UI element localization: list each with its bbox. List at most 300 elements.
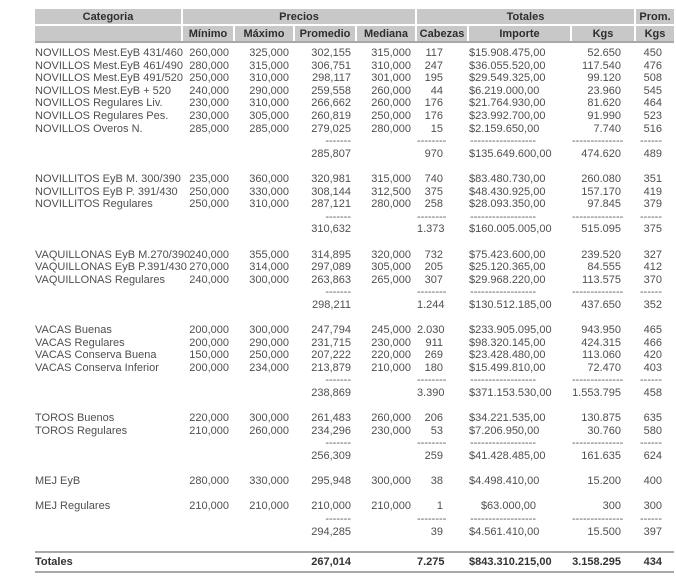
- cell-promedio: 247,794: [311, 324, 351, 337]
- cell-minimo: [183, 387, 233, 400]
- table-row: [35, 362, 674, 375]
- cell-kgs: 117.540: [582, 59, 621, 72]
- cell-promedio: 207,222: [311, 349, 351, 362]
- cell-kgs: --------------: [572, 437, 624, 450]
- cell-cabezas: 53: [430, 424, 443, 437]
- cell-cabezas: 117: [425, 47, 443, 59]
- cell-kgs: 1.553.795: [572, 387, 621, 400]
- dashes-row: [35, 513, 674, 526]
- cell-importe: $4.498.410,00: [469, 475, 540, 488]
- spacer-row: [35, 538, 674, 551]
- cell-mediana: 245,000: [371, 324, 411, 337]
- cell-mediana: 265,000: [371, 273, 411, 286]
- cell-categoria: VAQUILLONAS EyB M.270/390: [35, 248, 191, 261]
- cell-minimo: [183, 374, 233, 387]
- header-maximo: Máximo: [235, 26, 293, 41]
- cell-importe: $233.905.095,00: [469, 324, 552, 337]
- cell-importe: ------------------: [470, 437, 536, 450]
- cell-maximo: 330,000: [249, 475, 289, 488]
- cell-kgs: 81.620: [587, 97, 621, 110]
- table-row: [35, 425, 674, 438]
- cell-maximo: 300,000: [249, 324, 289, 337]
- header-kgs: Kgs: [572, 26, 634, 41]
- cell-importe: $29.549.325,00: [469, 72, 546, 85]
- header-prom-kgs: Kgs: [636, 26, 674, 41]
- header-precios: Precios: [183, 9, 415, 26]
- cell-kgs: 943.950: [581, 324, 621, 337]
- cell-categoria: [35, 211, 181, 224]
- cell-kgs: 84.555: [587, 261, 621, 274]
- cell-kgs: 72.470: [587, 361, 621, 374]
- table-row: [35, 274, 674, 287]
- cell-kgs: 161.635: [581, 450, 621, 462]
- cell-mediana: 315,000: [371, 47, 411, 59]
- cell-mediana: 260,000: [371, 412, 411, 425]
- cell-promedio: 261,483: [311, 412, 351, 425]
- cell-importe: $371.153.530,00: [469, 387, 552, 400]
- table-row: [35, 249, 674, 262]
- cell-promkgs: 403: [643, 361, 662, 374]
- cell-importe: $15.499.810,00: [469, 361, 546, 374]
- cell-minimo: 240,000: [189, 273, 229, 286]
- header-mediana: Mediana: [357, 26, 415, 41]
- cell-mediana: 280,000: [371, 122, 411, 135]
- cell-maximo: [235, 513, 293, 526]
- spacer: [35, 463, 674, 476]
- cell-categoria: [35, 387, 181, 400]
- cell-minimo: 250,000: [189, 185, 229, 198]
- cell-promedio: 310,632: [311, 223, 351, 236]
- cell-promkgs: 375: [643, 223, 662, 236]
- cell-kgs: 15.200: [587, 475, 621, 488]
- cell-kgs: --------------: [572, 286, 624, 299]
- cell-kgs: 7.740: [593, 122, 621, 135]
- cell-promkgs: 458: [643, 387, 662, 400]
- cell-maximo: [235, 211, 293, 224]
- subtotal-row: [35, 450, 674, 463]
- cell-minimo: 240,000: [189, 84, 229, 97]
- cell-promedio: 266,662: [311, 97, 351, 110]
- cell-promkgs: 300: [643, 500, 662, 513]
- dashes-row: [35, 211, 674, 224]
- subtotal-row: [35, 148, 674, 161]
- cell-maximo: 290,000: [249, 336, 289, 349]
- cell-mediana: 300,000: [371, 475, 411, 488]
- table-row: [35, 412, 674, 425]
- cell-categoria: VACAS Buenas: [35, 324, 112, 337]
- cell-maximo: 360,000: [249, 172, 289, 185]
- cell-promkgs: 508: [643, 72, 662, 85]
- cell-categoria: NOVILLOS Regulares Liv.: [35, 97, 163, 110]
- cell-categoria: [35, 148, 181, 161]
- cell-kgs: --------------: [572, 512, 624, 525]
- cell-kgs: 97.845: [587, 198, 621, 211]
- table-row: [35, 337, 674, 350]
- cell-importe: $15.908.475,00: [469, 47, 546, 59]
- cell-categoria: MEJ Regulares: [35, 500, 111, 513]
- spacer: [35, 311, 674, 324]
- cell-kgs: 130.875: [581, 412, 621, 425]
- cell-categoria: VAQUILLONAS Regulares: [35, 273, 166, 286]
- cell-importe: $2.159.650,00: [469, 122, 540, 135]
- cell-importe: $160.005.005,00: [469, 223, 552, 236]
- cell-cabezas: 911: [425, 336, 443, 349]
- cell-promedio: 320,981: [311, 172, 351, 185]
- cell-cabezas: 176: [424, 97, 443, 110]
- cell-importe: ------------------: [470, 286, 536, 299]
- cell-minimo: [183, 526, 233, 539]
- cell-maximo: [235, 387, 293, 400]
- cell-cabezas: --------: [417, 286, 447, 299]
- cell-mediana: 260,000: [371, 97, 411, 110]
- cell-maximo: 310,000: [249, 198, 289, 211]
- cell-importe: $6.219.000,00: [469, 84, 540, 97]
- cell-promkgs: 465: [643, 324, 662, 337]
- cell-promkgs: ------: [640, 135, 662, 148]
- cell-categoria: [35, 299, 181, 312]
- totals-section: [35, 551, 674, 573]
- table-row: [35, 349, 674, 362]
- cell-maximo: 310,000: [249, 97, 289, 110]
- cell-categoria: NOVILLITOS EyB M. 300/390: [35, 172, 181, 185]
- cell-mediana: 230,000: [371, 424, 411, 437]
- cell-mediana: [357, 374, 415, 387]
- cell-minimo: 285,000: [189, 122, 229, 135]
- cell-promedio: 263,863: [311, 273, 351, 286]
- cell-cabezas: 39: [430, 525, 443, 538]
- cell-maximo: [235, 526, 293, 539]
- table-row: [35, 72, 674, 85]
- cell-minimo: [183, 513, 233, 526]
- cell-promkgs: ------: [640, 286, 662, 299]
- cell-maximo: 300,000: [249, 412, 289, 425]
- cell-kgs: 15.500: [587, 525, 621, 538]
- cell-cabezas: 269: [424, 349, 443, 362]
- cell-promkgs: 327: [643, 248, 662, 261]
- cell-promedio: 267,014: [311, 555, 351, 568]
- cell-kgs: 300: [602, 500, 621, 513]
- cell-importe: $130.512.185,00: [469, 298, 552, 311]
- cell-promkgs: 464: [643, 97, 662, 110]
- cell-kgs: 437.650: [581, 298, 621, 311]
- cell-maximo: [235, 374, 293, 387]
- cell-importe: $41.428.485,00: [469, 450, 546, 462]
- cell-minimo: [183, 437, 233, 450]
- cell-maximo: 310,000: [249, 72, 289, 85]
- cell-mediana: [357, 553, 415, 571]
- cell-cabezas: 176: [424, 109, 443, 122]
- cell-importe: $75.423.600,00: [469, 248, 546, 261]
- spacer: [35, 538, 674, 551]
- cell-mediana: 305,000: [371, 261, 411, 274]
- cell-cabezas: 15: [430, 122, 443, 135]
- cell-kgs: 99.120: [587, 72, 621, 85]
- cell-maximo: 210,000: [249, 500, 289, 513]
- table-row: [35, 85, 674, 98]
- cell-maximo: 260,000: [249, 424, 289, 437]
- cell-minimo: 240,000: [189, 248, 229, 261]
- cell-cabezas: 732: [424, 248, 443, 261]
- cell-maximo: 330,000: [249, 185, 289, 198]
- cell-mediana: [357, 135, 415, 148]
- table-row: [35, 186, 674, 199]
- cell-promedio: 298,117: [312, 72, 351, 85]
- cell-kgs: 515.095: [581, 223, 621, 236]
- cell-importe: ------------------: [470, 210, 536, 223]
- cell-promedio: 259,558: [311, 84, 351, 97]
- dashes-row: [35, 437, 674, 450]
- cell-minimo: [183, 223, 233, 236]
- cell-maximo: 300,000: [249, 273, 289, 286]
- cell-categoria: [35, 450, 181, 463]
- cell-kgs: 260.080: [581, 172, 621, 185]
- spacer-row: [35, 463, 674, 476]
- cell-categoria: VAQUILLONAS EyB P.391/430: [35, 261, 187, 274]
- cell-cabezas: 3.390: [417, 387, 445, 400]
- cell-kgs: 239.520: [581, 248, 621, 261]
- cell-categoria: [35, 513, 181, 526]
- cell-promedio: -------: [325, 437, 351, 450]
- cell-promedio: -------: [325, 135, 351, 148]
- cell-cabezas: 1.373: [417, 223, 445, 236]
- table-row: [35, 261, 674, 274]
- cell-importe: $135.649.600,00: [469, 147, 552, 160]
- cell-categoria: NOVILLOS Mest.EyB + 520: [35, 84, 172, 97]
- cell-promkgs: 523: [643, 109, 662, 122]
- cell-kgs: --------------: [572, 374, 624, 387]
- cell-minimo: 280,000: [189, 475, 229, 488]
- subtotal-row: [35, 299, 674, 312]
- cell-minimo: 250,000: [189, 72, 229, 85]
- table-row: [35, 198, 674, 211]
- cell-mediana: 320,000: [371, 248, 411, 261]
- cell-importe: $83.480.730,00: [469, 172, 546, 185]
- cell-mediana: [357, 450, 415, 463]
- cell-minimo: 250,000: [189, 198, 229, 211]
- header-column-row: [35, 26, 674, 41]
- cell-kgs: 23.960: [587, 84, 621, 97]
- cell-minimo: 210,000: [189, 424, 229, 437]
- cell-kgs: --------------: [572, 135, 624, 148]
- cell-kgs: 474.620: [581, 147, 621, 160]
- cell-importe: $36.055.520,00: [469, 59, 546, 72]
- cell-cabezas: 2.030: [417, 324, 445, 337]
- cell-categoria: NOVILLITOS EyB P. 391/430: [35, 185, 178, 198]
- cell-categoria: [35, 135, 181, 148]
- subtotal-row: [35, 223, 674, 236]
- cell-cabezas: --------: [417, 135, 447, 148]
- cell-categoria: Totales: [35, 555, 73, 568]
- cell-cabezas: 1: [436, 500, 443, 513]
- cell-promkgs: 489: [643, 147, 662, 160]
- cell-maximo: [235, 148, 293, 161]
- cell-importe: $21.764.930,00: [469, 97, 546, 110]
- cell-categoria: NOVILLOS Mest.EyB 461/490: [35, 59, 183, 72]
- cell-promkgs: 476: [643, 59, 662, 72]
- cell-promedio: 260,819: [311, 109, 351, 122]
- cell-promedio: 294,285: [311, 525, 351, 538]
- cell-categoria: VACAS Conserva Inferior: [35, 361, 159, 374]
- cell-importe: $23.428.480,00: [469, 349, 546, 362]
- cell-promkgs: 352: [643, 298, 662, 311]
- cell-maximo: 234,000: [249, 361, 289, 374]
- cell-categoria: TOROS Regulares: [35, 424, 128, 437]
- cell-mediana: 315,000: [371, 172, 411, 185]
- cell-kgs: 91.990: [587, 109, 621, 122]
- cell-promkgs: 379: [643, 198, 662, 211]
- spacer: [35, 160, 674, 173]
- cell-promkgs: ------: [640, 374, 662, 387]
- dashes-row: [35, 374, 674, 387]
- cell-cabezas: 247: [424, 59, 443, 72]
- cell-minimo: 230,000: [189, 109, 229, 122]
- cell-categoria: [35, 223, 181, 236]
- cell-maximo: [235, 286, 293, 299]
- cell-cabezas: 38: [430, 475, 443, 488]
- cell-mediana: 280,000: [371, 198, 411, 211]
- cell-kgs: 3.158.295: [572, 555, 621, 568]
- cell-cabezas: 7.275: [417, 555, 445, 568]
- cell-cabezas: 206: [424, 412, 443, 425]
- cell-cabezas: 195: [424, 72, 443, 85]
- cell-kgs: 424.315: [581, 336, 621, 349]
- cell-mediana: [357, 387, 415, 400]
- cell-promedio: 238,869: [311, 387, 351, 400]
- header-group-row: [35, 9, 674, 26]
- cell-mediana: [357, 513, 415, 526]
- cell-maximo: [235, 135, 293, 148]
- cell-categoria: VACAS Regulares: [35, 336, 125, 349]
- cell-categoria: NOVILLOS Mest.EyB 431/460: [35, 47, 183, 59]
- spacer-row: [35, 400, 674, 413]
- cell-cabezas: --------: [417, 437, 447, 450]
- cell-kgs: 30.760: [587, 424, 621, 437]
- cell-mediana: 301,000: [371, 72, 411, 85]
- market-report-table: [33, 9, 676, 573]
- cell-kgs: 113.060: [582, 349, 621, 362]
- table-row: [35, 123, 674, 136]
- cell-minimo: 210,000: [189, 500, 229, 513]
- cell-promedio: 302,155: [311, 47, 351, 59]
- cell-promkgs: 635: [643, 412, 662, 425]
- cell-mediana: 250,000: [371, 109, 411, 122]
- cell-promedio: 295,948: [311, 475, 351, 488]
- cell-promkgs: 419: [643, 185, 662, 198]
- cell-cabezas: --------: [417, 210, 447, 223]
- cell-promedio: 279,025: [311, 122, 351, 135]
- cell-minimo: [183, 211, 233, 224]
- cell-categoria: [35, 526, 181, 539]
- header-promedio: Promedio: [295, 26, 355, 41]
- cell-maximo: 355,000: [249, 248, 289, 261]
- cell-promkgs: 516: [643, 122, 662, 135]
- cell-kgs: 52.650: [587, 47, 621, 59]
- dashes-row: [35, 135, 674, 148]
- table-row: [35, 475, 674, 488]
- header-prom: Prom.: [636, 9, 674, 26]
- cell-promedio: 234,296: [311, 424, 351, 437]
- cell-cabezas: 258: [424, 198, 443, 211]
- cell-promkgs: ------: [640, 512, 662, 525]
- cell-categoria: NOVILLOS Mest.EyB 491/520: [35, 72, 183, 85]
- cell-importe: $7.206.950,00: [469, 424, 540, 437]
- cell-promedio: -------: [325, 210, 351, 223]
- cell-minimo: 150,000: [189, 349, 229, 362]
- cell-importe: ------------------: [470, 512, 536, 525]
- cell-mediana: 220,000: [371, 349, 411, 362]
- cell-mediana: 210,000: [371, 500, 411, 513]
- header-minimo: Mínimo: [183, 26, 233, 41]
- cell-importe: ------------------: [470, 374, 536, 387]
- cell-maximo: 314,000: [249, 261, 289, 274]
- cell-promkgs: ------: [640, 437, 662, 450]
- cell-minimo: [183, 286, 233, 299]
- cell-mediana: 210,000: [371, 361, 411, 374]
- cell-importe: $29.968.220,00: [469, 273, 546, 286]
- table-row: [35, 324, 674, 337]
- cell-mediana: [357, 211, 415, 224]
- cell-cabezas: --------: [417, 512, 447, 525]
- cell-mediana: 230,000: [371, 336, 411, 349]
- cell-maximo: 290,000: [249, 84, 289, 97]
- cell-mediana: [357, 437, 415, 450]
- cell-categoria: TOROS Buenos: [35, 412, 115, 425]
- cell-minimo: 230,000: [189, 97, 229, 110]
- cell-mediana: 260,000: [371, 84, 411, 97]
- table-row: [35, 110, 674, 123]
- table-row: [35, 47, 674, 60]
- cell-promedio: 210,000: [311, 500, 351, 513]
- cell-maximo: 315,000: [249, 59, 289, 72]
- cell-minimo: [183, 553, 233, 571]
- cell-categoria: NOVILLOS Regulares Pes.: [35, 109, 169, 122]
- cell-importe: $28.093.350,00: [469, 198, 546, 211]
- cell-promkgs: 450: [643, 47, 662, 59]
- cell-promedio: 306,751: [311, 59, 351, 72]
- cell-maximo: 250,000: [249, 349, 289, 362]
- cell-importe: $23.992.700,00: [469, 109, 546, 122]
- cell-categoria: [35, 374, 181, 387]
- cell-promkgs: 370: [643, 273, 662, 286]
- cell-importe: $34.221.535,00: [469, 412, 546, 425]
- cell-minimo: 270,000: [189, 261, 229, 274]
- cell-categoria: NOVILLOS Overos N.: [35, 122, 143, 135]
- cell-cabezas: 375: [424, 185, 443, 198]
- header-totales: Totales: [417, 9, 634, 26]
- cell-minimo: 200,000: [189, 361, 229, 374]
- cell-cabezas: 259: [424, 450, 443, 462]
- cell-minimo: [183, 450, 233, 463]
- cell-mediana: 312,500: [371, 185, 411, 198]
- cell-promedio: 297,089: [311, 261, 351, 274]
- table-header: [35, 9, 674, 41]
- cell-maximo: 285,000: [249, 122, 289, 135]
- cell-promkgs: 351: [643, 172, 662, 185]
- spacer-row: [35, 236, 674, 249]
- cell-promkgs: 624: [643, 450, 662, 462]
- cell-mediana: [357, 299, 415, 312]
- spacer-row: [35, 160, 674, 173]
- cell-minimo: [183, 299, 233, 312]
- cell-mediana: [357, 223, 415, 236]
- cell-importe: $4.561.410,00: [469, 525, 540, 538]
- cell-maximo: [235, 299, 293, 312]
- cell-mediana: [357, 526, 415, 539]
- cell-minimo: 200,000: [189, 324, 229, 337]
- cell-promkgs: 434: [643, 555, 662, 568]
- spacer: [35, 236, 674, 249]
- cell-categoria: [35, 286, 181, 299]
